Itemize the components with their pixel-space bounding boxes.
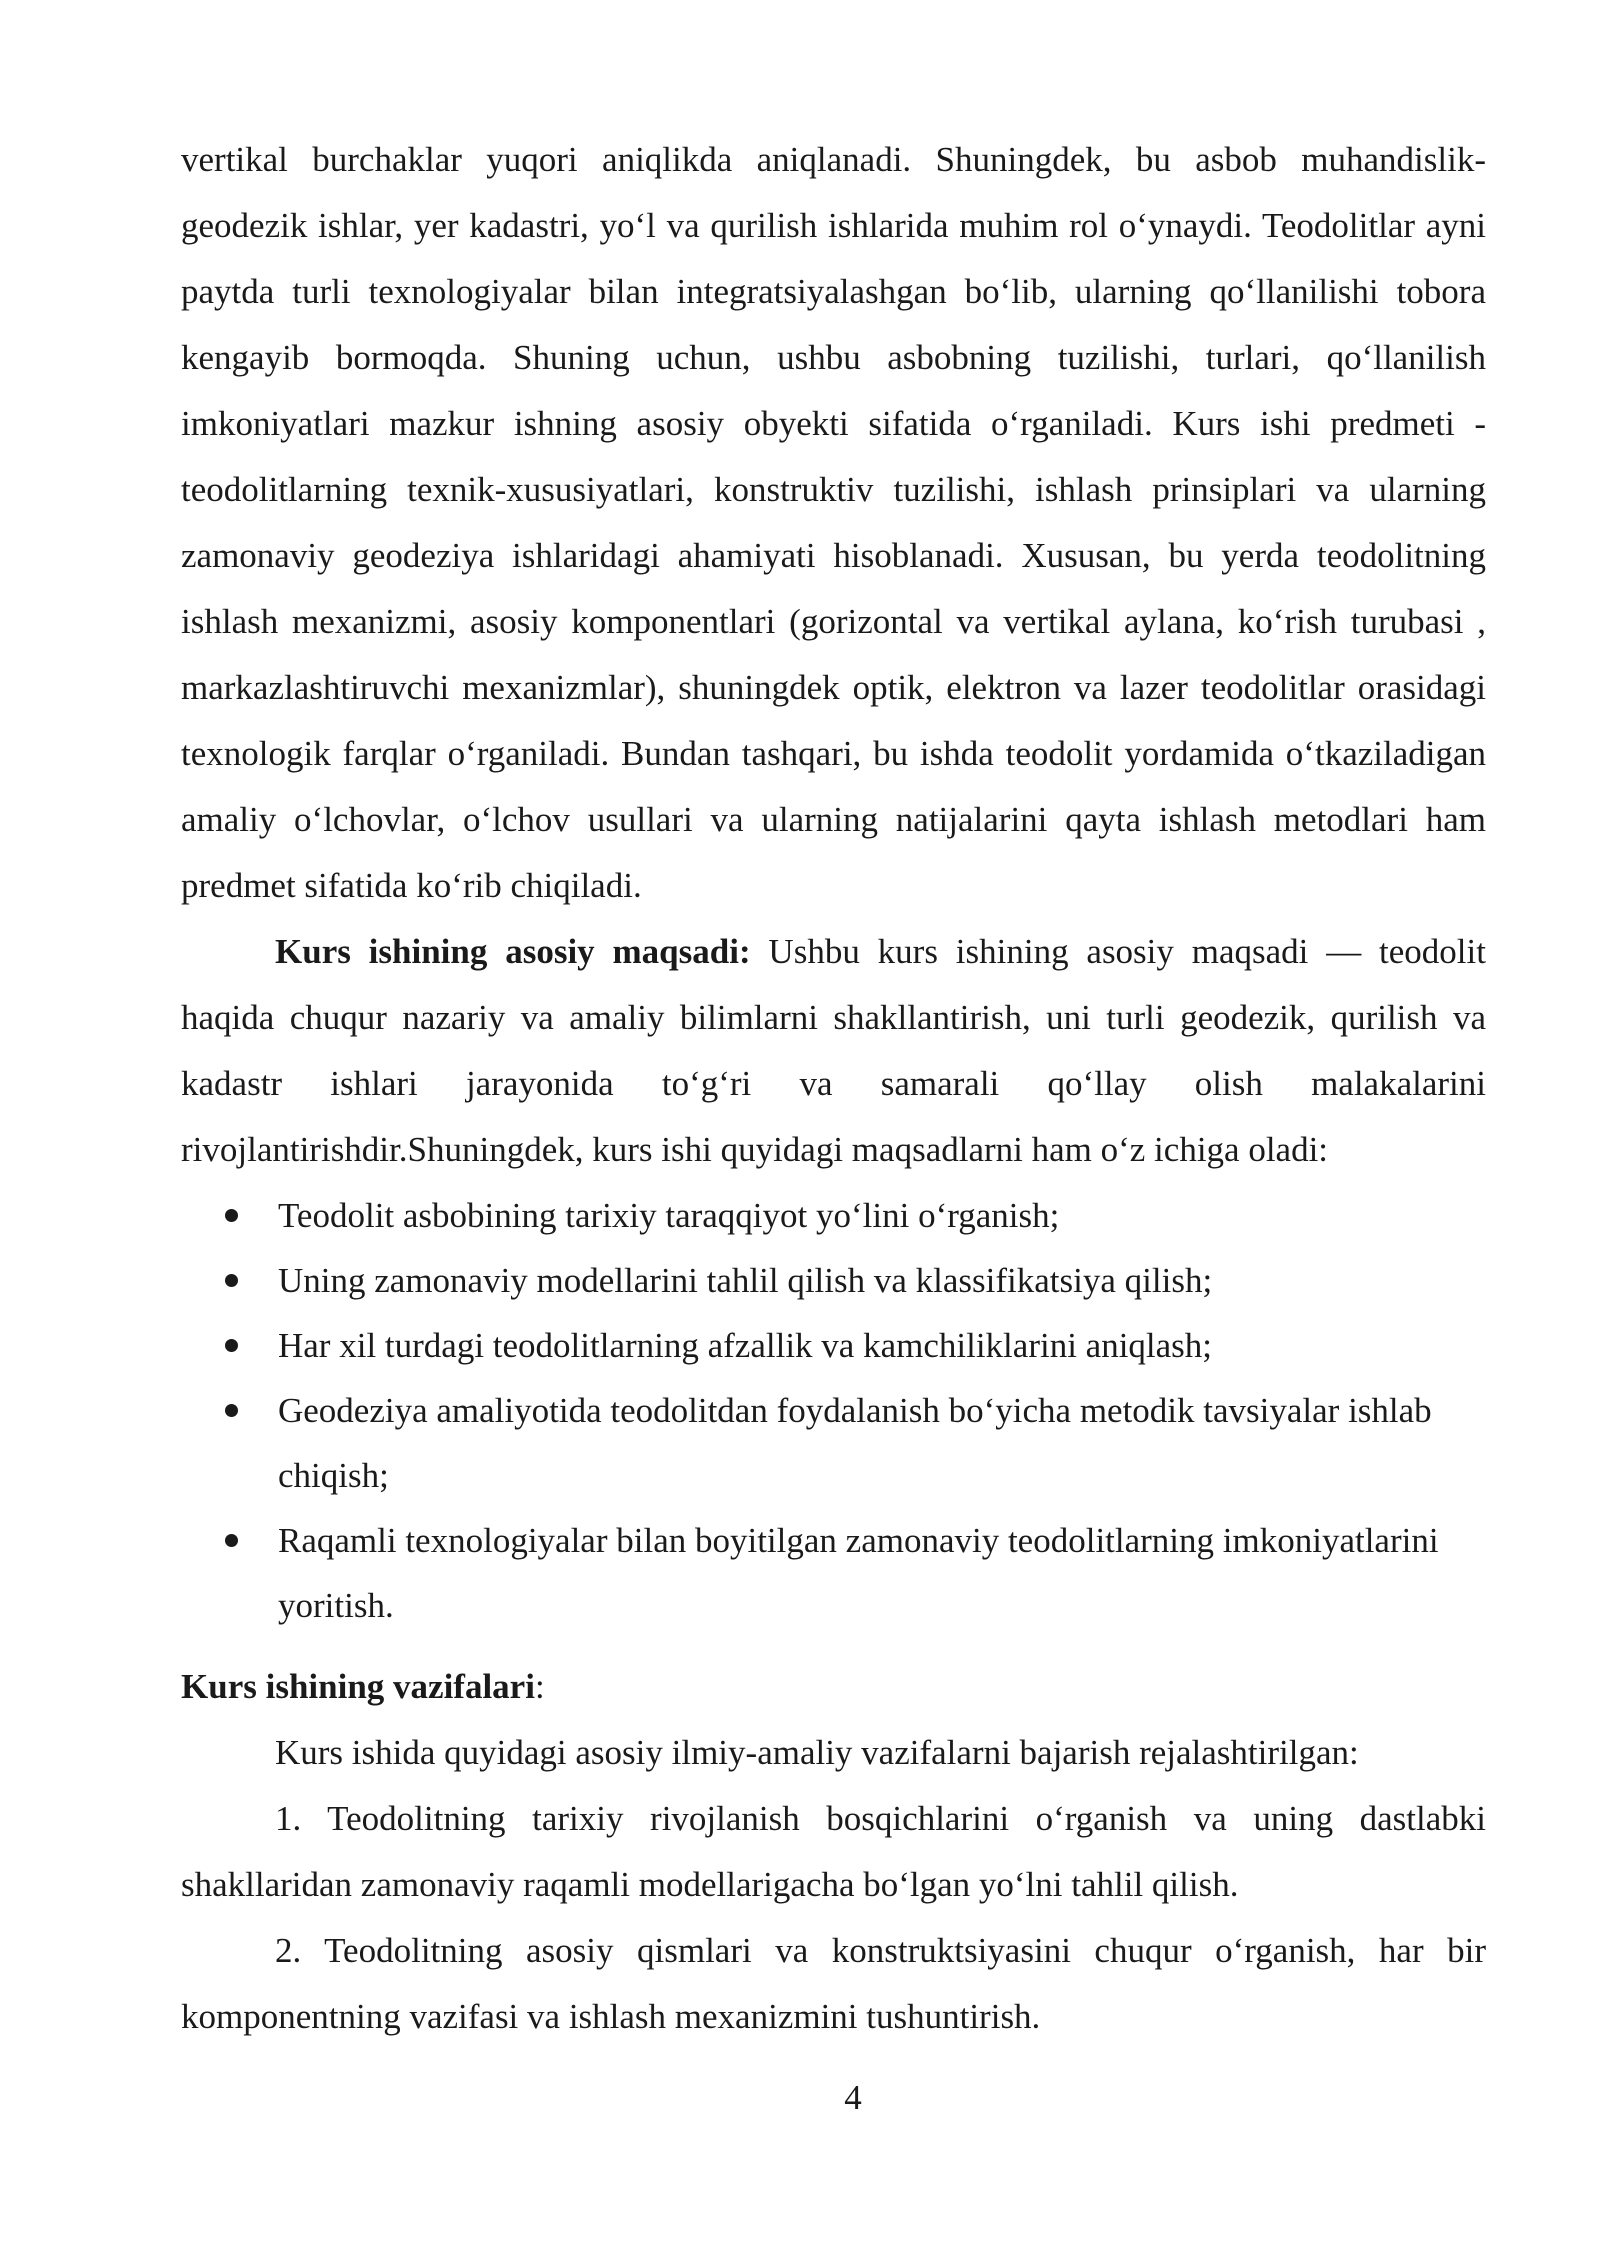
goal-list-item-text: Geodeziya amaliyotida teodolitdan foydalanish bo‘yicha metodik tavsiyalar ishlab chiqish; bbox=[278, 1391, 1432, 1495]
goal-list-item-text: Har xil turdagi teodolitlarning afzallik va kamchiliklarini aniqlash; bbox=[278, 1326, 1213, 1365]
bullet-icon bbox=[225, 1404, 238, 1417]
goal-paragraph bbox=[181, 919, 1486, 1183]
intro-paragraph: vertikal burchaklar yuqori aniqlikda aniqlanadi. Shuningdek, bu asbob muhandislik-geodezik ishlar, yer kadastri, yo‘l va qurilish ishlarida muhim rol o‘ynaydi. Teodolitlar ayni paytda turli texnologiyalar bilan integratsiyalashgan bo‘lib, ularning qo‘llanilishi tobora kengayib bormoqda. Shuning uchun, ushbu asbobning tuzilishi, turlari, qo‘llanilish imkoniyatlari mazkur ishning asosiy obyekti sifatida o‘rganiladi. Kurs ishi predmeti - teodolitlarning texnik-xususiyatlari, konstruktiv tuzilishi, ishlash prinsiplari va ularning zamonaviy geodeziya ishlaridagi ahamiyati hisoblanadi. Xususan, bu yerda teodolitning ishlash mexanizmi, asosiy komponentlari (gorizontal va vertikal aylana, ko‘rish turubasi , markazlashtiruvchi mexanizmlar), shuningdek optik, elektron va lazer teodolitlar orasidagi texnologik farqlar o‘rganiladi. Bundan tashqari, bu ishda teodolit yordamida o‘tkaziladigan amaliy o‘lchovlar, o‘lchov usullari va ularning natijalarini qayta ishlash metodlari ham predmet sifatida ko‘rib chiqiladi. bbox=[181, 140, 1486, 905]
bullet-icon bbox=[225, 1534, 238, 1547]
goal-list-item-text: Teodolit asbobining tarixiy taraqqiyot yo‘lini o‘rganish; bbox=[278, 1196, 1060, 1235]
goal-list-item-text: Raqamli texnologiyalar bilan boyitilgan zamonaviy teodolitlarning imkoniyatlarini yoritish. bbox=[278, 1521, 1439, 1625]
goal-list-item bbox=[181, 1183, 1486, 1248]
task-item-2: 2. Teodolitning asosiy qismlari va konstruktsiyasini chuqur o‘rganish, har bir komponentning vazifasi va ishlash mexanizmini tushuntirish. bbox=[181, 1931, 1486, 2036]
goal-list-item bbox=[181, 1508, 1486, 1638]
goal-list-item-text: Uning zamonaviy modellarini tahlil qilish va klassifikatsiya qilish; bbox=[278, 1261, 1213, 1300]
tasks-heading bbox=[181, 1654, 1486, 1720]
bullet-icon bbox=[225, 1209, 238, 1222]
goal-label: Kurs ishining asosiy maqsadi: bbox=[275, 932, 751, 971]
bullet-icon bbox=[225, 1274, 238, 1287]
tasks-heading-label: Kurs ishining vazifalari bbox=[181, 1667, 535, 1706]
goal-list bbox=[181, 1183, 1486, 1638]
tasks-heading-colon: : bbox=[534, 1667, 545, 1706]
document-page bbox=[181, 127, 1486, 2050]
goal-text: Ushbu kurs ishining asosiy maqsadi — teodolit haqida chuqur nazariy va amaliy bilimlarni shakllantirish, uni turli geodezik, qurilish va kadastr ishlari jarayonida to‘g‘ri va samarali qo‘llay olish malakalarini rivojlantirishdir.Shuningdek, kurs ishi quyidagi maqsadlarni ham o‘z ichiga oladi: bbox=[181, 932, 1486, 1169]
goal-list-item bbox=[181, 1248, 1486, 1313]
goal-list-item bbox=[181, 1378, 1486, 1508]
goal-list-item bbox=[181, 1313, 1486, 1378]
bullet-icon bbox=[225, 1339, 238, 1352]
task-item-1: 1. Teodolitning tarixiy rivojlanish bosqichlarini o‘rganish va uning dastlabki shakllaridan zamonaviy raqamli modellarigacha bo‘lgan yo‘lni tahlil qilish. bbox=[181, 1799, 1486, 1904]
tasks-intro: Kurs ishida quyidagi asosiy ilmiy-amaliy vazifalarni bajarish rejalashtirilgan: bbox=[275, 1733, 1359, 1772]
page-number: 4 bbox=[844, 2078, 862, 2117]
